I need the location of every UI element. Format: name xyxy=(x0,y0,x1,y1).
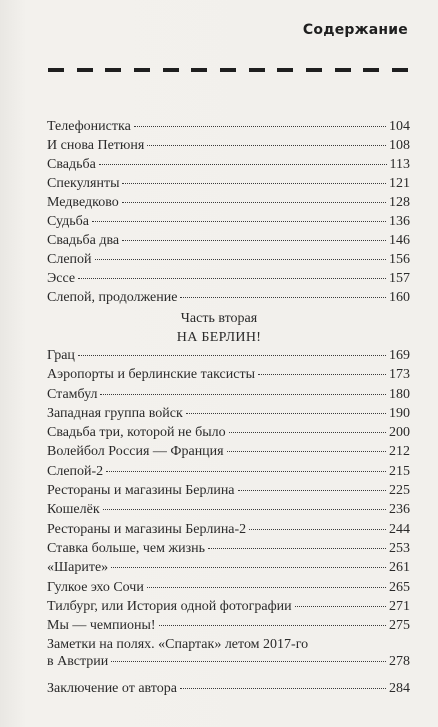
dot-leader xyxy=(180,688,386,689)
toc-entry-title-block xyxy=(47,636,410,670)
toc-entry[interactable] xyxy=(47,405,410,422)
toc-entry-title: Тилбург, или История одной фотографии xyxy=(47,598,292,614)
toc-entry[interactable] xyxy=(47,270,410,287)
dot-leader xyxy=(92,221,386,222)
dash xyxy=(191,68,207,72)
toc-entry-title: Слепой, продолжение xyxy=(47,290,178,305)
dot-leader xyxy=(229,432,386,433)
toc-entry[interactable] xyxy=(47,521,410,538)
toc-entry[interactable] xyxy=(47,559,410,576)
toc-entry-page: 278 xyxy=(389,654,410,670)
toc-entry[interactable] xyxy=(47,579,410,596)
toc-entry[interactable] xyxy=(47,366,410,383)
toc-entry-title: Ставка больше, чем жизнь xyxy=(47,540,206,556)
toc-entry[interactable] xyxy=(47,463,410,480)
toc-entry-title: Стамбул xyxy=(47,386,98,402)
dot-leader xyxy=(295,606,386,607)
dot-leader xyxy=(78,355,386,356)
toc-entry[interactable] xyxy=(47,175,410,192)
dot-leader xyxy=(122,240,386,241)
toc-entry-title: Западная группа войск xyxy=(47,405,183,421)
toc-entry-page: 121 xyxy=(389,176,410,191)
toc-entry[interactable] xyxy=(47,118,410,135)
dot-leader xyxy=(147,145,386,146)
toc-entry-title: Эссе xyxy=(47,271,76,286)
toc-entry[interactable] xyxy=(47,194,410,211)
toc-part-one xyxy=(47,118,410,308)
toc-entry-title: Слепой xyxy=(47,252,92,267)
toc-entry-page: 128 xyxy=(389,195,410,210)
toc-entry[interactable] xyxy=(47,251,410,268)
toc-entry-title-line2-row xyxy=(47,653,410,670)
toc-entry[interactable] xyxy=(47,482,410,499)
dash xyxy=(363,68,379,72)
toc-entry[interactable] xyxy=(47,424,410,441)
dot-leader xyxy=(186,413,386,414)
toc-entry-title: Гулкое эхо Сочи xyxy=(47,579,144,595)
toc-entry[interactable] xyxy=(47,540,410,557)
toc-entry-page: 275 xyxy=(389,618,410,634)
toc-entry-page: 236 xyxy=(389,502,410,518)
toc-entry[interactable] xyxy=(47,137,410,154)
toc-entry-page: 244 xyxy=(389,521,410,537)
toc-entry-page: 169 xyxy=(389,348,410,363)
dash xyxy=(335,68,351,72)
dot-leader xyxy=(100,394,386,395)
toc-entry-page: 156 xyxy=(389,252,410,267)
toc-entry-title: Свадьба три, которой не было xyxy=(47,425,226,441)
toc-entry[interactable] xyxy=(47,386,410,403)
toc-entry-title: «Шарите» xyxy=(47,560,109,576)
dash xyxy=(306,68,322,72)
toc-entry-title: Слепой-2 xyxy=(47,463,104,479)
toc-entry-page: 253 xyxy=(389,540,410,556)
toc-entry-title: Свадьба два xyxy=(47,233,120,248)
dot-leader xyxy=(103,509,386,510)
toc-entry-title: Спекулянты xyxy=(47,176,120,191)
toc-entry-page: 215 xyxy=(389,463,410,479)
part-label: Часть вторая xyxy=(180,311,258,326)
dot-leader xyxy=(258,374,386,375)
toc-entry[interactable] xyxy=(47,443,410,460)
toc-entry-page: 190 xyxy=(389,405,410,421)
toc-entry-title: Судьба xyxy=(47,214,89,229)
toc-entry-title: Мы — чемпионы! xyxy=(47,618,156,634)
toc-entry-title: И снова Петюня xyxy=(47,138,145,153)
dot-leader xyxy=(134,126,386,127)
toc-entry-page: 136 xyxy=(389,214,410,229)
toc-entry[interactable] xyxy=(47,347,410,364)
dash xyxy=(277,68,293,72)
dot-leader xyxy=(99,164,387,165)
toc-entry[interactable] xyxy=(47,289,410,306)
toc-entry-page: 108 xyxy=(389,138,410,153)
toc-entry-title: Телефонистка xyxy=(47,119,131,134)
toc-entry-page: 157 xyxy=(389,271,410,286)
toc-entry-page: 265 xyxy=(389,579,410,595)
dot-leader xyxy=(95,259,386,260)
dot-leader xyxy=(147,587,386,588)
dot-leader xyxy=(106,471,386,472)
toc-entry-page: 180 xyxy=(389,386,410,402)
toc-entry-title: Заключение от автора xyxy=(47,681,177,697)
toc-entry[interactable] xyxy=(47,501,410,518)
toc-entry-page: 261 xyxy=(389,560,410,576)
toc-entry-title: Рестораны и магазины Берлина-2 xyxy=(47,521,247,537)
toc-entry-page: 212 xyxy=(389,444,410,460)
toc-entry-title: Аэропорты и берлинские таксисты xyxy=(47,367,256,383)
toc-entry-title: Кошелёк xyxy=(47,502,100,518)
dot-leader xyxy=(208,548,386,549)
part-title: НА БЕРЛИН! xyxy=(176,330,262,345)
dash xyxy=(77,68,93,72)
dot-leader xyxy=(180,297,386,298)
toc-entry[interactable] xyxy=(47,232,410,249)
toc-entry-page: 104 xyxy=(389,119,410,134)
toc-part-two xyxy=(47,347,410,697)
dash xyxy=(220,68,236,72)
toc-entry-page: 284 xyxy=(389,681,410,697)
dot-leader xyxy=(111,661,386,662)
toc-entry-page: 225 xyxy=(389,483,410,499)
toc-entry[interactable] xyxy=(47,213,410,230)
toc-entry-page: 113 xyxy=(389,157,410,172)
running-header-title: Содержание xyxy=(302,22,408,38)
dot-leader xyxy=(227,451,386,452)
dash xyxy=(392,68,408,72)
toc-entry-page: 146 xyxy=(389,233,410,248)
toc-entry-page: 200 xyxy=(389,425,410,441)
toc-entry[interactable] xyxy=(47,617,410,634)
toc-entry-multiline[interactable] xyxy=(47,636,410,670)
dash xyxy=(134,68,150,72)
dot-leader xyxy=(122,202,386,203)
toc-entry-title: Медведково xyxy=(47,195,119,210)
dash xyxy=(249,68,265,72)
toc-entry-title: Свадьба xyxy=(47,157,96,172)
dot-leader xyxy=(111,567,386,568)
toc-entry[interactable] xyxy=(47,156,410,173)
toc-entry-title: Грац xyxy=(47,348,75,363)
toc-entry-page: 271 xyxy=(389,598,410,614)
decorative-dash-rule xyxy=(48,68,408,74)
dash xyxy=(105,68,121,72)
toc-entry-title-line2: в Австрии xyxy=(47,654,109,670)
dot-leader xyxy=(249,529,386,530)
toc-entry-title: Рестораны и магазины Берлина xyxy=(47,483,235,499)
dot-leader xyxy=(238,490,386,491)
toc-entry-title-line1: Заметки на полях. «Спартак» летом 2017-го xyxy=(47,637,309,653)
dot-leader xyxy=(159,625,386,626)
toc-entry-conclusion[interactable] xyxy=(47,680,410,697)
toc-entry[interactable] xyxy=(47,598,410,615)
dot-leader xyxy=(78,278,386,279)
toc-entry-page: 173 xyxy=(389,367,410,383)
dash xyxy=(48,68,64,72)
dash xyxy=(163,68,179,72)
dot-leader xyxy=(122,183,386,184)
toc-entry-title: Волейбол Россия — Франция xyxy=(47,444,224,460)
toc-entry-page: 160 xyxy=(389,290,410,305)
